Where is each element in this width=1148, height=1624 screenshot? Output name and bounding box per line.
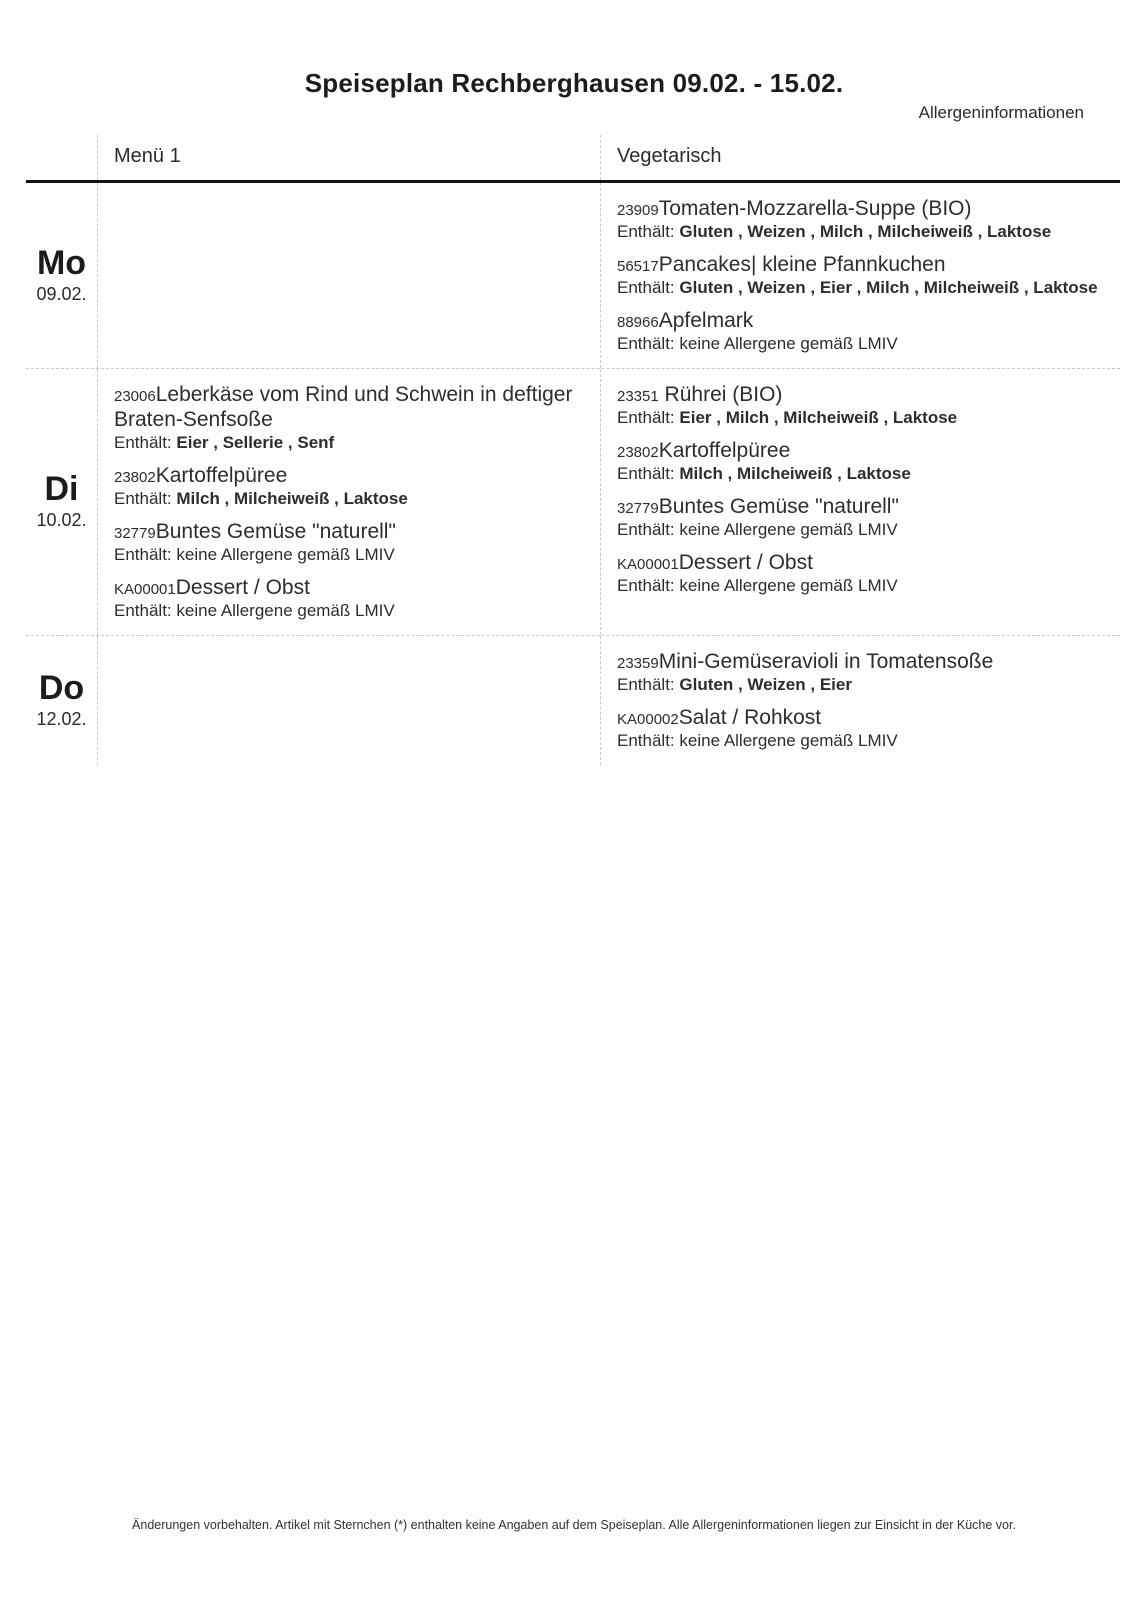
allergen-line [114,432,580,454]
contains-label: Enthält: [617,463,675,483]
allergen-line [617,575,1100,597]
vegetarisch-cell [600,183,1120,368]
menu1-cell [97,369,600,635]
dish-name: Buntes Gemüse "naturell" [658,494,899,518]
table-body [26,183,1120,765]
meal-item [617,649,1100,696]
dish-name: Leberkäse vom Rind und Schwein in deftiger Braten-Senfsoße [114,382,573,431]
meal-item [114,575,580,622]
allergen-list: keine Allergene gemäß LMIV [679,730,898,750]
table-header-row [26,135,1120,183]
dish-name: Dessert / Obst [678,550,813,574]
day-label: Mo [36,244,87,283]
dish-line [617,308,1100,333]
day-row [26,369,1120,636]
dish-line [617,494,1100,519]
dish-line [617,705,1100,730]
day-label: Do [38,668,85,707]
dish-name: Apfelmark [658,308,754,332]
dish-name: Mini-Gemüseravioli in Tomatensoße [658,649,994,673]
dish-line [617,550,1100,575]
dish-id: 23006 [114,387,156,405]
page-title: Speiseplan Rechberghausen 09.02. - 15.02. [304,68,844,98]
meal-item [617,382,1100,429]
allergen-line [114,488,580,510]
allergen-line [114,600,580,622]
allergen-list: keine Allergene gemäß LMIV [679,519,898,539]
allergen-list: Milch , Milcheiweiß , Laktose [176,489,408,509]
dish-id: 23359 [617,654,659,672]
meal-item [617,705,1100,752]
dish-id: 23909 [617,202,659,219]
allergen-line [617,333,1100,355]
dish-id: 88966 [617,313,659,331]
dish-line [617,382,1100,407]
allergen-info-label: Allergeninformationen [918,103,1084,122]
dish-name: Kartoffelpüree [155,463,288,487]
allergen-line [617,463,1100,485]
dish-id: KA00001 [114,580,176,598]
day-cell [26,183,97,368]
day-cell [26,636,97,765]
dish-line [617,196,1100,221]
dish-name: Tomaten-Mozzarella-Suppe (BIO) [658,197,972,220]
allergen-line [617,519,1100,541]
vegetarisch-cell [600,636,1120,765]
meal-item [114,382,580,454]
dish-line [114,575,580,600]
meal-item [617,494,1100,541]
dish-id: 32779 [114,524,156,542]
contains-label: Enthält: [617,278,675,298]
contains-label: Enthält: [114,601,172,620]
dish-line [114,382,580,432]
allergen-list: Gluten , Weizen , Milch , Milcheiweiß , Laktose [679,222,1052,242]
allergen-list: Gluten , Weizen , Eier , Milch , Milcheiweiß , Laktose [679,278,1098,298]
dish-line [617,438,1100,463]
dish-line [617,649,1100,674]
vegetarisch-cell [600,369,1120,635]
day-date: 09.02. [36,283,87,304]
contains-label: Enthält: [617,408,675,427]
footer-note: Änderungen vorbehalten. Artikel mit Sternchen (*) enthalten keine Angaben auf dem Speiseplan. Alle Allergeninformationen liegen zur Einsicht in der Küche vor. [132,1518,1016,1532]
contains-label: Enthält: [114,433,172,453]
dish-id: 56517 [617,257,659,275]
dish-name: Kartoffelpüree [658,438,791,462]
day-label: Di [44,470,79,509]
allergen-list: keine Allergene gemäß LMIV [679,575,898,595]
dish-id: 23802 [114,468,156,486]
meal-item [617,252,1100,299]
contains-label: Enthält: [617,674,675,694]
menu1-cell [97,636,600,765]
allergen-list: Milch , Milcheiweiß , Laktose [679,463,911,483]
allergen-line [617,277,1100,299]
contains-label: Enthält: [114,545,172,565]
day-column-header [26,135,97,180]
day-date: 10.02. [36,510,87,531]
column-header-vegetarisch: Vegetarisch [600,135,1120,180]
dish-id: 32779 [617,499,659,517]
allergen-list: keine Allergene gemäß LMIV [176,545,395,565]
allergen-line [617,221,1100,243]
allergen-line [617,407,1100,429]
dish-name: Rührei (BIO) [658,382,783,406]
menu1-cell [97,183,600,368]
dish-id: 23802 [617,443,659,461]
day-row [26,183,1120,369]
day-row [26,636,1120,765]
contains-label: Enthält: [617,730,675,750]
meal-item [617,196,1100,243]
contains-label: Enthält: [114,489,172,509]
meal-item [617,438,1100,485]
meal-item [114,463,580,510]
meal-item [114,519,580,566]
dish-name: Dessert / Obst [175,575,310,599]
contains-label: Enthält: [617,575,675,595]
contains-label: Enthält: [617,334,675,354]
dish-line [114,519,580,544]
allergen-line [617,730,1100,752]
contains-label: Enthält: [617,222,675,242]
dish-line [617,252,1100,277]
dish-id: 23351 [617,387,659,405]
contains-label: Enthält: [617,519,675,539]
allergen-list: Eier , Sellerie , Senf [176,433,335,453]
column-header-menu1: Menü 1 [97,135,600,180]
allergen-list: Eier , Milch , Milcheiweiß , Laktose [679,408,958,427]
allergen-line [114,544,580,566]
meal-item [617,308,1100,355]
allergen-line [617,674,1100,696]
menu-table [26,135,1120,765]
meal-item [617,550,1100,597]
dish-name: Salat / Rohkost [678,705,822,729]
dish-id: KA00001 [617,555,679,573]
day-cell [26,369,97,635]
allergen-list: keine Allergene gemäß LMIV [176,601,395,620]
day-date: 12.02. [36,708,87,729]
dish-name: Buntes Gemüse "naturell" [155,519,396,543]
dish-line [114,463,580,488]
dish-name: Pancakes| kleine Pfannkuchen [658,252,946,276]
allergen-list: keine Allergene gemäß LMIV [679,334,898,354]
dish-id: KA00002 [617,710,679,728]
allergen-list: Gluten , Weizen , Eier [679,674,852,694]
